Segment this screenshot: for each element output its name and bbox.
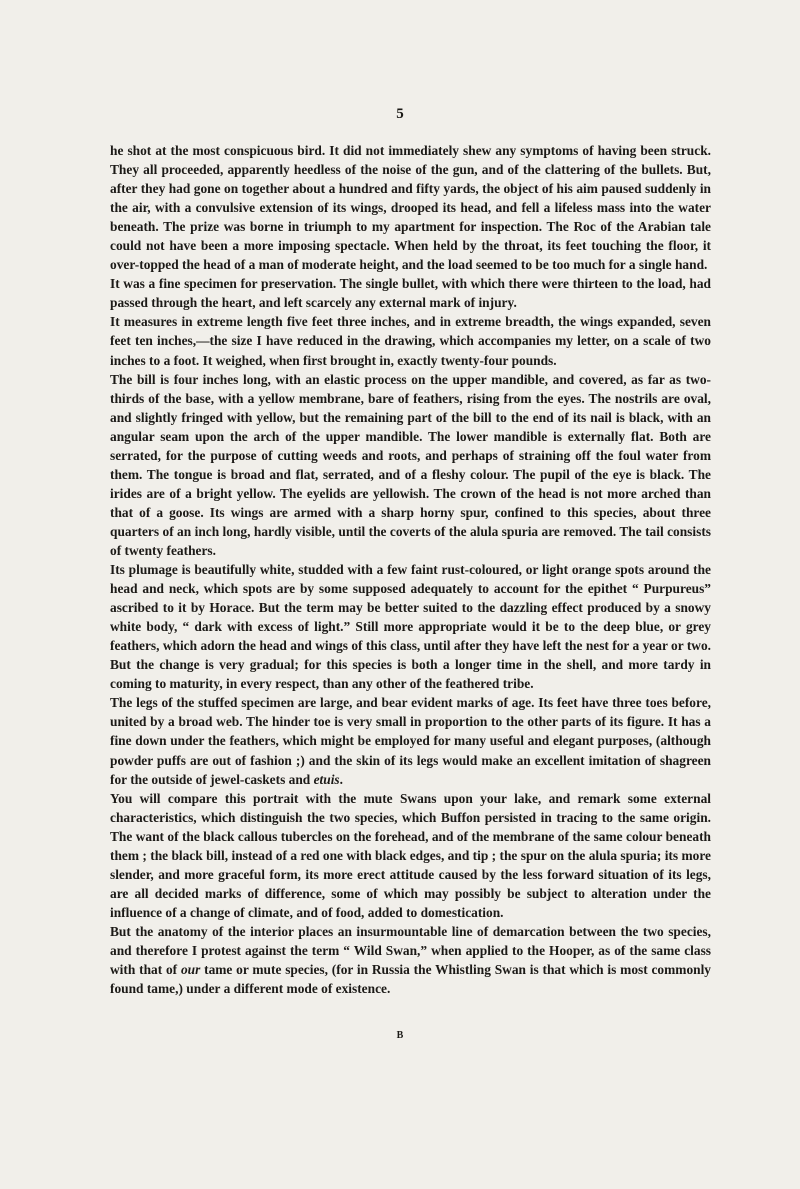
text-run: The bill is four inches long, with an elastic process on the upper mandible, and covered, as far as two-thirds of the base, with a yellow membrane, bare of feathers, rising from the eyes. The nostrils are oval, and slightly fringed with yellow, but the remaining part of the bill to the end of its nail is black, with an angular seam upon the arch of the upper mandible. The lower mandible is externally flat. Both are serrated, for the purpose of cutting weeds and roots, and perhaps of straining off the foul water from them. The tongue is broad and flat, serrated, and of a fleshy colour. The pupil of the eye is black. The irides are of a bright yellow. The eyelids are yellowish. The crown of the head is not more arched than that of a goose. Its wings are armed with a sharp horny spur, confined to this species, about three quarters of an inch long, hardly visible, until the coverts of the alula spuria are removed. The tail consists of twenty feathers. — [110, 371, 711, 558]
italic-text: our — [180, 962, 201, 978]
text-run: Its plumage is beautifully white, studded with a few faint rust-coloured, or light orange spots around the head and neck, which spots are by some supposed adequately to account for the epithet “ Purpureus” ascribed to it by Horace. But the term may be better suited to the dazzling effect produced by a snowy white body, “ dark with excess of light.” Still more appropriate would it be to the deep blue, or grey feathers, which adorn the head and wings of this class, until after they have left the nest for a year or two. But the change is very gradual; for this species is both a longer time in the shell, and more tardy in coming to maturity, in every respect, than any other of the feathered tribe. — [110, 562, 711, 692]
body-text — [110, 141, 711, 998]
text-run: It measures in extreme length five feet three inches, and in extreme breadth, the wings expanded, seven feet ten inches,—the size I have reduced in the drawing, which accompanies my letter, on a scale of two inches to a foot. It weighed, when first brought in, exactly twenty-four pounds. — [110, 314, 711, 368]
italic-text: etuis — [313, 771, 340, 787]
text-run: . — [339, 771, 343, 787]
text-run: tame or mute species, (for in Russia the Whistling Swan is that which is most commonly found tame,) under a different mode of existence. — [110, 962, 711, 997]
paragraph — [110, 274, 711, 312]
text-run: You will compare this portrait with the mute Swans upon your lake, and remark some external characteristics, which distinguish the two species, which Buffon persisted in tracing to the same origin. The want of the black callous tubercles on the forehead, and of the membrane of the same colour beneath them ; the black bill, instead of a red one with black edges, and tip ; the spur on the alula spuria; its more slender, and more graceful form, its more erect attitude caused by the less forward situation of its legs, are all decided marks of difference, some of which may possibly be subject to alteration under the influence of a change of climate, and of food, added to domestication. — [110, 790, 711, 920]
page-number: 5 — [396, 106, 404, 122]
paragraph — [110, 922, 711, 998]
paragraph — [110, 560, 711, 693]
paragraph — [110, 141, 711, 274]
paragraph — [110, 693, 711, 788]
paragraph — [110, 789, 711, 922]
signature-mark: B — [396, 1030, 404, 1041]
text-run: But the anatomy of the interior places an insurmountable line of demarcation between the two species, and therefore I protest against the term “ Wild Swan,” when applied to the Hooper, as of the same class with that of — [110, 923, 711, 978]
paragraph — [110, 370, 711, 560]
text-run: he shot at the most conspicuous bird. It did not immediately shew any symptoms of having been struck. They all proceeded, apparently heedless of the noise of the gun, and of the clattering of the bullets. But, after they had gone on together about a hundred and fifty yards, the object of his aim paused suddenly in the air, with a convulsive extension of its wings, drooped its head, and fell a lifeless mass into the water beneath. The prize was borne in triumph to my apartment for inspection. The Roc of the Arabian tale could not have been a more imposing spectacle. When held by the throat, its feet touching the floor, it over-topped the head of a man of moderate height, and the load seemed to be too much for a single hand. — [110, 143, 711, 273]
text-run: It was a fine specimen for preservation. The single bullet, with which there were thirteen to the load, had passed through the heart, and left scarcely any external mark of injury. — [110, 276, 711, 311]
text-run: The legs of the stuffed specimen are large, and bear evident marks of age. Its feet have three toes before, united by a broad web. The hinder toe is very small in proportion to the other parts of its figure. It has a fine down under the feathers, which might be employed for many useful and elegant purposes, (although powder puffs are out of fashion ;) and the skin of its legs would make an excellent imitation of shagreen for the outside of jewel-caskets and — [110, 695, 711, 787]
paragraph — [110, 312, 711, 369]
